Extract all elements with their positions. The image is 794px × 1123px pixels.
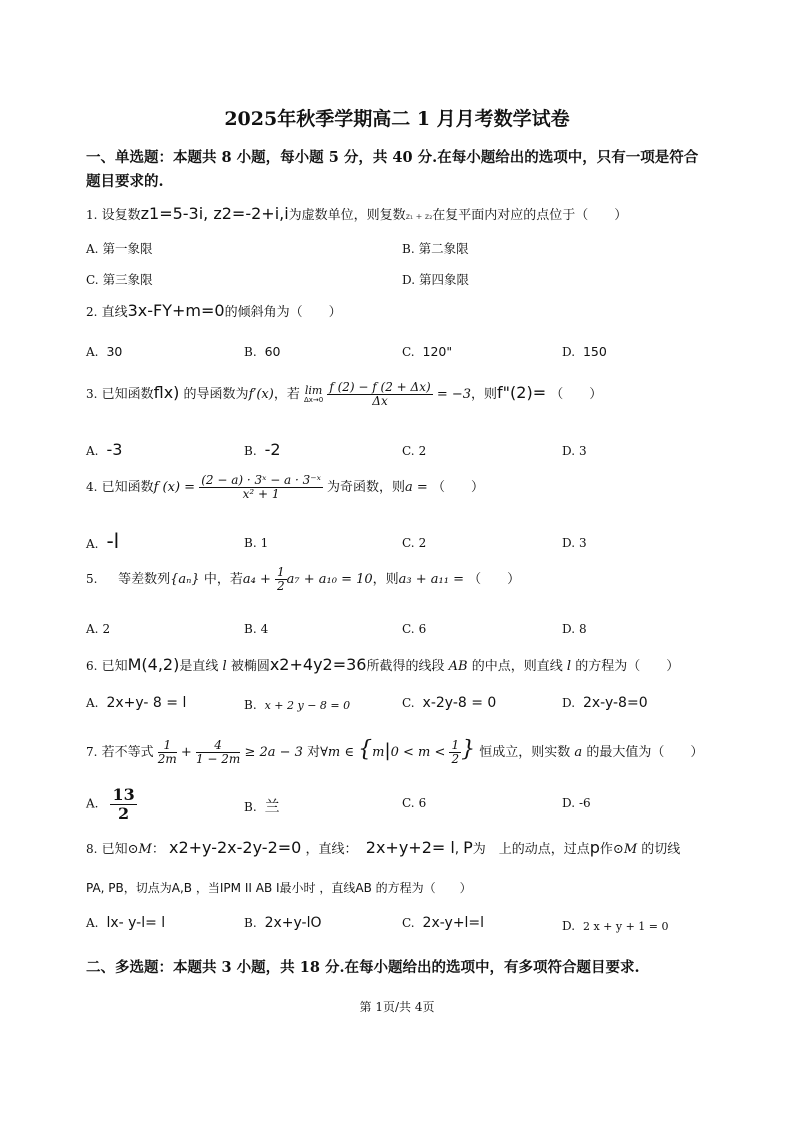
question-8: 8. 已知⊙M： x2+y-2x-2y-2=0 ，直线： 2x+y+2= l, P为 上的动点，过点p作⊙M 的切线 <box>86 838 681 857</box>
q6-option-c[interactable]: C. x-2y-8 = 0 <box>402 695 497 711</box>
q8-option-b[interactable]: B. 2x+y-lO <box>244 915 322 931</box>
q6-option-d[interactable]: D. 2x-y-8=0 <box>562 695 648 711</box>
page-footer: 第 1页/共 4页 <box>359 1000 435 1014</box>
q4-option-b[interactable]: B. 1 <box>244 536 269 550</box>
q1-option-a[interactable]: A. 第一象限 <box>86 241 153 256</box>
question-8-cont: PA, PB，切点为A,B ，当IPM II AB I最小时 ，直线AB 的方程为（ ） <box>86 881 472 895</box>
q4-option-d[interactable]: D. 3 <box>562 536 587 550</box>
q5-option-c[interactable]: C. 6 <box>402 622 427 636</box>
q1-option-d[interactable]: D. 第四象限 <box>402 272 470 287</box>
question-1: 1. 设复数z1=5-3i, z2=-2+i,i为虚数单位，则复数z₁ + z₂在复平面内对应的点位于（ ） <box>86 204 628 223</box>
q4-option-c[interactable]: C. 2 <box>402 536 427 550</box>
question-4: 4. 已知函数f (x) = $\frac{\text{(2 − a) · 3ˣ − a · 3⁻ˣ}}{\text{x² + 1}}$ 为奇函数，则a = （ ） <box>86 473 484 502</box>
q5-option-b[interactable]: B. 4 <box>244 622 269 636</box>
q1-option-c[interactable]: C. 第三象限 <box>86 272 153 287</box>
section1-heading-cont: 题目要求的. <box>86 173 164 190</box>
question-7: 7. 若不等式 $\frac{1}{2m}$ + $\frac{4}{1 - 2m}$ ≥ 2a − 3 对∀m ∈ {m|0 < m < $\frac{1}{2}$ } 恒成立，则实数 a 的最大值为（ ） <box>86 737 704 766</box>
section2-heading: 二、多选题：本题共 3 小题，共 18 分.在每小题给出的选项中，有多项符合题目要求. <box>86 959 640 976</box>
question-6: 6. 已知M(4,2)是直线 l 被椭圆x2+4y2=36所截得的线段 AB 的中点，则直线 l 的方程为（ ） <box>86 655 680 674</box>
q5-option-a[interactable]: A. 2 <box>86 622 111 636</box>
q3-option-d[interactable]: D. 3 <box>562 444 587 458</box>
q3-option-c[interactable]: C. 2 <box>402 444 427 458</box>
q2-option-c[interactable]: C. 120" <box>402 344 453 359</box>
q7-option-c[interactable]: C. 6 <box>402 796 427 810</box>
q7-option-d[interactable]: D. -6 <box>562 796 591 810</box>
question-5: 5. 等差数列{aₙ} 中，若a₄ + $\frac{1}{2}$ a₇ + a₁₀ = 10，则a₃ + a₁₁ = （ ） <box>86 565 521 594</box>
q8-option-d[interactable]: D. 2 x + y + 1 = 0 <box>562 919 669 933</box>
page-title: 2025年秋季学期高二 1 月月考数学试卷 <box>224 108 570 130</box>
q4-option-a[interactable]: A. -l <box>86 529 120 553</box>
q7-option-a[interactable]: A. $\frac{13}{2}$ <box>86 785 135 823</box>
q8-option-c[interactable]: C. 2x-y+l=l <box>402 915 485 931</box>
section1-heading: 一、单选题：本题共 8 小题，每小题 5 分，共 40 分.在每小题给出的选项中，只有一项是符合 <box>86 149 699 166</box>
q3-option-b[interactable]: B. -2 <box>244 440 281 459</box>
q2-option-b[interactable]: B. 60 <box>244 344 281 359</box>
q2-option-d[interactable]: D. 150 <box>562 344 607 359</box>
q5-option-d[interactable]: D. 8 <box>562 622 587 636</box>
q1-option-b[interactable]: B. 第二象限 <box>402 241 469 256</box>
question-2: 2. 直线3x-FY+m=0的倾斜角为（ ） <box>86 301 342 320</box>
q3-option-a[interactable]: A. -3 <box>86 440 123 459</box>
q6-option-b[interactable]: B. x + 2 y − 8 = 0 <box>244 698 351 712</box>
q7-option-b[interactable]: B. 兰 <box>244 797 280 815</box>
q2-option-a[interactable]: A. 30 <box>86 344 123 359</box>
q6-option-a[interactable]: A. 2x+y- 8 = l <box>86 695 187 711</box>
question-3: 3. 已知函数flx) 的导函数为f′(x)，若 lim Δx→0 $\frac{f (2) - f (2 + \Delta x)}{\Delta x}$ = −3，则f"(2)= （ ） <box>86 380 603 409</box>
q8-option-a[interactable]: A. lx- y-l= l <box>86 915 166 931</box>
